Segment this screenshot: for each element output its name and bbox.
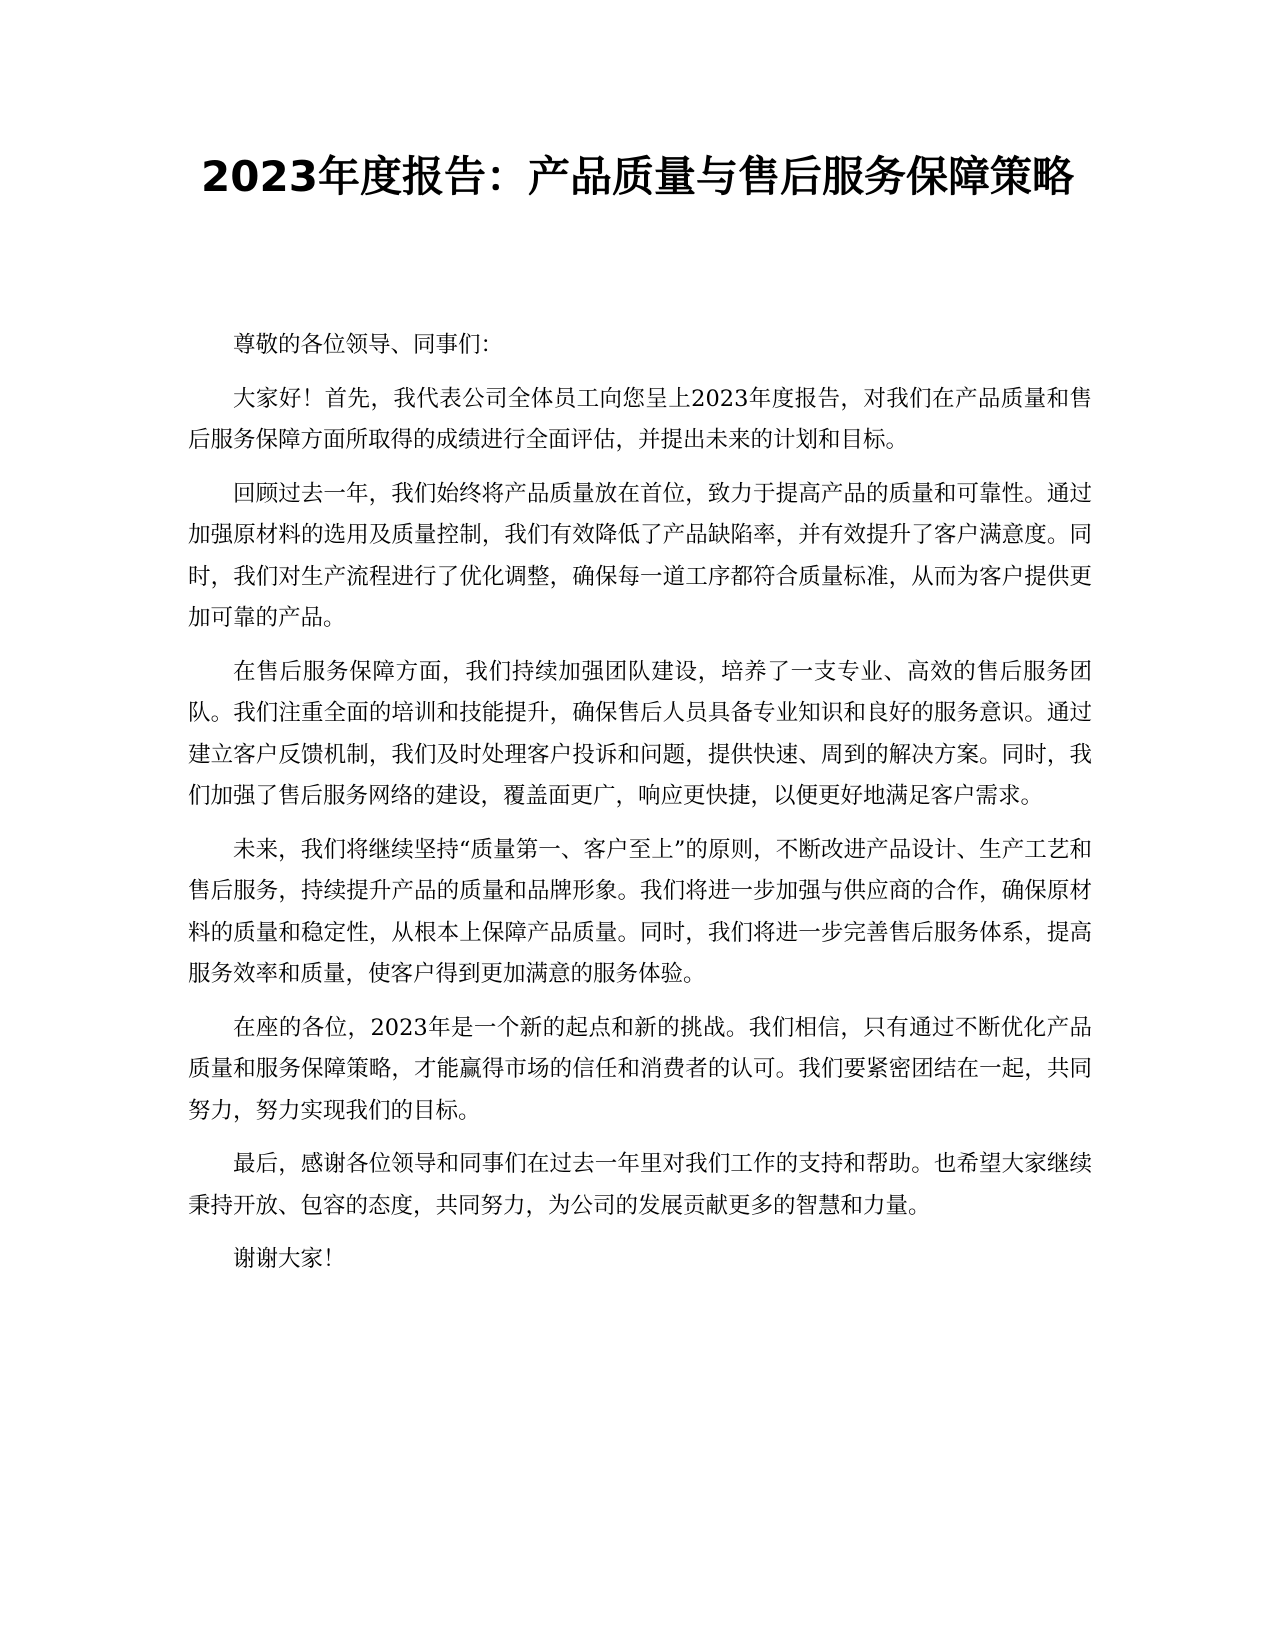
- future-plan-paragraph: 未来，我们将继续坚持“质量第一、客户至上”的原则，不断改进产品设计、生产工艺和售后服务，持续提升产品的质量和品牌形象。我们将进一步加强与供应商的合作，确保原材料的质量和稳定性，从根本上保障产品质量。同时，我们将进一步完善售后服务体系，提高服务效率和质量，使客户得到更加满意的服务体验。: [188, 836, 1092, 987]
- document-title: 2023年度报告：产品质量与售后服务保障策略: [201, 152, 1074, 201]
- outlook-paragraph: 在座的各位，2023年是一个新的起点和新的挑战。我们相信，只有通过不断优化产品质量和服务保障策略，才能赢得市场的信任和消费者的认可。我们要紧密团结在一起，共同努力，努力实现我们的目标。: [188, 1014, 1092, 1124]
- quality-review-paragraph: 回顾过去一年，我们始终将产品质量放在首位，致力于提高产品的质量和可靠性。通过加强原材料的选用及质量控制，我们有效降低了产品缺陷率，并有效提升了客户满意度。同时，我们对生产流程进行了优化调整，确保每一道工序都符合质量标准，从而为客户提供更加可靠的产品。: [188, 480, 1092, 631]
- document-body: [188, 325, 1092, 1293]
- salutation-paragraph: 尊敬的各位领导、同事们：: [233, 332, 504, 358]
- thanks-paragraph: 最后，感谢各位领导和同事们在过去一年里对我们工作的支持和帮助。也希望大家继续秉持开放、包容的态度，共同努力，为公司的发展贡献更多的智慧和力量。: [188, 1151, 1092, 1219]
- intro-paragraph: 大家好！首先，我代表公司全体员工向您呈上2023年度报告，对我们在产品质量和售后服务保障方面所取得的成绩进行全面评估，并提出未来的计划和目标。: [188, 385, 1092, 453]
- closing-paragraph: 谢谢大家！: [233, 1246, 346, 1272]
- after-sales-paragraph: 在售后服务保障方面，我们持续加强团队建设，培养了一支专业、高效的售后服务团队。我们注重全面的培训和技能提升，确保售后人员具备专业知识和良好的服务意识。通过建立客户反馈机制，我们及时处理客户投诉和问题，提供快速、周到的解决方案。同时，我们加强了售后服务网络的建设，覆盖面更广，响应更快捷，以便更好地满足客户需求。: [188, 658, 1092, 809]
